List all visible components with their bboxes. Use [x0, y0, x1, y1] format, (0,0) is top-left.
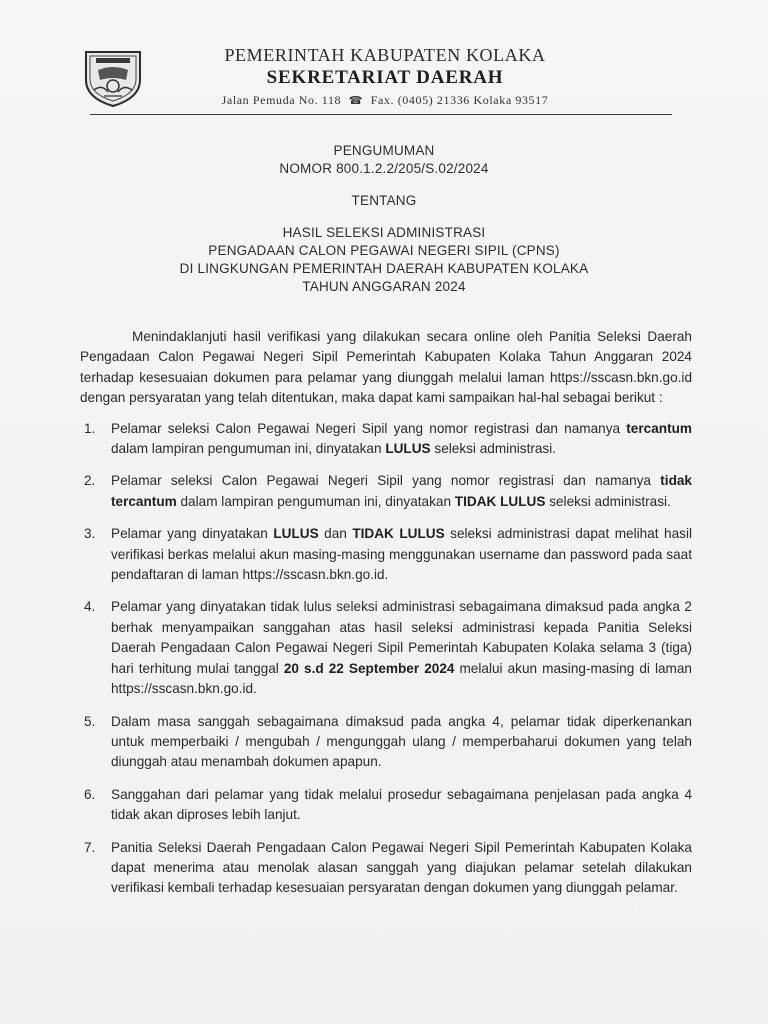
item-text: seleksi administrasi. [545, 493, 671, 509]
emphasis-text: tercantum [626, 420, 692, 436]
item-text: dan [318, 526, 353, 542]
emphasis-text: LULUS [385, 441, 431, 457]
item-text: Pelamar seleksi Calon Pegawai Negeri Sipil yang nomor registrasi dan namanya [111, 420, 627, 436]
item-text: Pelamar yang dinyatakan tidak lulus seleksi administrasi sebagaimana dimaksud pada angka 2 berhak menyampaikan sanggahan atas hasil seleksi administrasi kepada Panitia Seleksi Daerah Pengadaan Calon Pegawai Negeri Sipil Pemerintah Kabupaten Kolaka selama 3 (tiga) hari terhitung mulai tanggal [111, 599, 692, 676]
subject-line: PENGADAAN CALON PEGAWAI NEGERI SIPIL (CPNS) [208, 243, 560, 258]
emphasis-text: TIDAK LULUS [454, 493, 546, 509]
phone-icon: ☎ [348, 95, 364, 107]
kolaka-emblem-icon [80, 46, 146, 108]
item-text: Sanggahan dari pelamar yang tidak melalui prosedur sebagaimana penjelasan pada angka 4 tidak akan diproses lebih lanjut. [111, 786, 692, 823]
item-number: 3. [84, 526, 96, 542]
list-item [80, 471, 692, 512]
item-text: dalam lampiran pengumuman ini, dinyatakan [111, 441, 386, 457]
item-text: Pelamar yang dinyatakan [111, 526, 274, 542]
item-number: 4. [84, 599, 96, 615]
item-text: seleksi administrasi. [430, 441, 557, 457]
item-text: Dalam masa sanggah sebagaimana dimaksud pada angka 4, pelamar tidak diperkenankan untuk memperbaiki / mengubah / mengunggah ulang / memperbaharui dokumen yang telah diunggah atau menambah dokumen apapun. [111, 713, 692, 770]
emphasis-text: 20 s.d 22 September 2024 [283, 660, 455, 676]
announcement-points [80, 419, 692, 899]
list-item [80, 712, 692, 773]
fax-number: Fax. (0405) 21336 Kolaka 93517 [370, 93, 549, 107]
item-text: dalam lampiran pengumuman ini, dinyatakan [176, 493, 455, 509]
list-item [80, 785, 692, 826]
emphasis-text: TIDAK LULUS [352, 526, 445, 542]
list-item [80, 419, 692, 460]
announcement-heading [0, 142, 768, 296]
subject-line: DI LINGKUNGAN PEMERINTAH DAERAH KABUPATEN KOLAKA [179, 261, 589, 276]
document-number: NOMOR 800.1.2.2/205/S.02/2024 [279, 161, 489, 176]
item-number: 5. [84, 713, 96, 729]
item-text: seleksi administrasi dapat melihat hasil verifikasi berkas melalui akun masing-masing menggunakan username dan password pada saat pendaftaran di laman https://sscasn.bkn.go.id. [111, 526, 692, 583]
letterhead [150, 44, 620, 109]
document-type: PENGUMUMAN [333, 143, 435, 158]
intro-paragraph: Menindaklanjuti hasil verifikasi yang dilakukan secara online oleh Panitia Seleksi Daerah Pengadaan Calon Pegawai Negeri Sipil Pemerintah Kabupaten Kolaka Tahun Anggaran 2024 terhadap kesesuaian dokumen para pelamar yang diunggah melalui laman https://sscasn.bkn.go.id dengan persyaratan yang telah ditentukan, maka dapat kami sampaikan hal-hal sebagai berikut : [80, 329, 692, 406]
item-number: 7. [84, 839, 96, 855]
subject-line: TAHUN ANGGARAN 2024 [302, 279, 466, 294]
list-item [80, 597, 692, 699]
item-text: Panitia Seleksi Daerah Pengadaan Calon Pegawai Negeri Sipil Pemerintah Kabupaten Kolaka dapat menerima atau menolak alasan sanggah yang diajukan pelamar setelah dilakukan verifikasi kembali terhadap kesesuaian persyaratan dengan dokumen yang diunggah pelamar. [111, 839, 692, 896]
item-text: melalui akun masing-masing di laman https://sscasn.bkn.go.id. [111, 660, 692, 697]
emphasis-text: tidak tercantum [111, 473, 692, 509]
address-line [150, 92, 620, 109]
government-name: PEMERINTAH KABUPATEN KOLAKA [224, 45, 546, 65]
subject-line: HASIL SELEKSI ADMINISTRASI [282, 225, 486, 240]
street-address: Jalan Pemuda No. 118 [221, 93, 342, 107]
about-label: TENTANG [351, 193, 417, 208]
letterhead-divider [90, 114, 672, 115]
item-number: 6. [84, 786, 96, 802]
list-item [80, 838, 692, 899]
office-name: SEKRETARIAT DAERAH [266, 67, 504, 88]
item-number: 2. [84, 473, 96, 489]
emphasis-text: LULUS [273, 526, 319, 542]
item-text: Pelamar seleksi Calon Pegawai Negeri Sipil yang nomor registrasi dan namanya [111, 473, 661, 489]
item-number: 1. [84, 420, 96, 436]
list-item [80, 524, 692, 585]
announcement-body [80, 327, 692, 911]
